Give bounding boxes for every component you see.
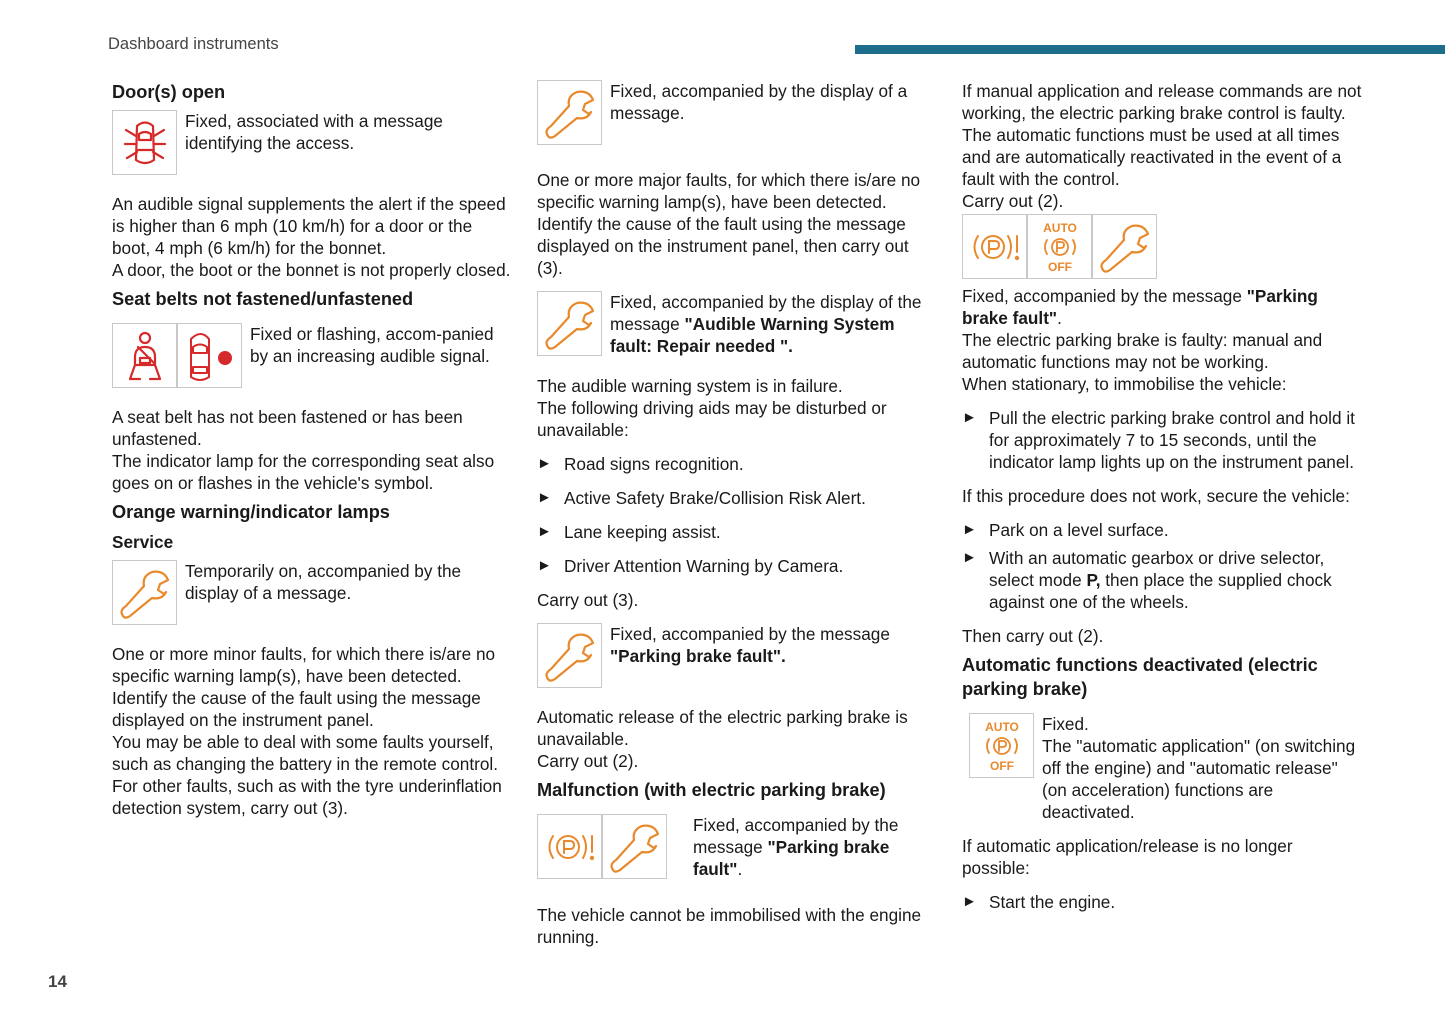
auto-paragraph: If automatic application/release is no longer possible: [962, 836, 1293, 878]
malfunction-icon-row [537, 814, 937, 880]
auto-off-icon [1027, 214, 1092, 279]
malfunction-paragraph: The vehicle cannot be immobilised with the engine running. [537, 905, 922, 947]
audible-text-bold: "Audible Warning System fault: Repair needed ". [610, 314, 895, 356]
auto-icon-text: Fixed. The "automatic application" (on switching off the engine) and "automatic release" (on acceleration) functions are deactivated. [1042, 714, 1356, 822]
audible-icon-row [537, 291, 937, 357]
door-open-icon [112, 110, 177, 175]
pb-fault-text: Fixed, accompanied by the message "Parking brake fault". [962, 286, 1318, 328]
service-wrench-icon [1092, 214, 1157, 279]
doors-paragraph-2: A door, the boot or the bonnet is not properly closed. [112, 260, 511, 280]
secure-paragraph: If this procedure does not work, secure the vehicle: [962, 486, 1350, 506]
header-accent-bar [855, 45, 1445, 54]
bullet-arrow-icon: ► [537, 455, 552, 472]
bullet-arrow-icon: ► [962, 549, 977, 566]
auto-off-icon [969, 713, 1034, 778]
parking-icon-row [537, 623, 937, 688]
doors-icon-text: Fixed, associated with a message identifying the access. [185, 111, 443, 153]
secure-bullet-1: ► Park on a level surface. [962, 520, 1169, 540]
intro-paragraph-2: The automatic functions must be used at all times and are automatically reactivated in the event of a fault with the control. [962, 125, 1342, 189]
service-wrench-icon [537, 291, 602, 356]
intro-paragraph-1: If manual application and release commands are not working, the electric parking brake control is faulty. [962, 81, 1362, 123]
header-title: Dashboard instruments [108, 35, 279, 53]
service-paragraph-2: Identify the cause of the fault using the message displayed on the instrument panel. [112, 688, 481, 730]
page-number: 14 [48, 972, 67, 991]
service-icon-row [112, 560, 512, 625]
secure-bullet-2: ► With an automatic gearbox or drive selector, select mode P, then place the supplied chock against one of the wheels. [962, 548, 1332, 612]
parking-brake-fault-icon [537, 814, 602, 879]
service-paragraph-1: One or more minor faults, for which there is/are no specific warning lamp(s), have been detected. [112, 644, 496, 686]
pb-bullet: ► Pull the electric parking brake control and hold it for approximately 7 to 15 seconds, until the indicator lamp lights up on the instrument panel. [962, 408, 1355, 472]
heading-doors-open: Door(s) open [112, 82, 226, 102]
audible-bullet-2: ► Active Safety Brake/Collision Risk Alert. [537, 488, 866, 508]
audible-text-plain: Fixed, accompanied by the display of the message [610, 292, 922, 334]
audible-icon-text [602, 291, 937, 357]
audible-carry-out: Carry out (3). [537, 590, 639, 610]
major-icon-text: Fixed, accompanied by the display of a message. [610, 81, 908, 123]
service-paragraph-4: For other faults, such as with the tyre underinflation detection system, carry out (3). [112, 776, 502, 818]
bullet-arrow-icon: ► [537, 523, 552, 540]
heading-orange-lamps: Orange warning/indicator lamps [112, 502, 390, 522]
service-wrench-icon [112, 560, 177, 625]
bullet-arrow-icon: ► [962, 409, 977, 426]
service-wrench-icon [537, 623, 602, 688]
parking-text-bold: "Parking brake fault". [610, 646, 786, 666]
audible-bullet-3: ► Lane keeping assist. [537, 522, 721, 542]
service-wrench-icon [537, 80, 602, 145]
pb-paragraph-2: When stationary, to immobilise the vehicle: [962, 374, 1287, 394]
column-1 [112, 80, 512, 819]
seatbelts-icon-row [112, 323, 512, 388]
off-label: OFF [989, 758, 1014, 773]
parking-icon-text [602, 623, 937, 667]
audible-bullet-1: ► Road signs recognition. [537, 454, 744, 474]
major-paragraph-2: Identify the cause of the fault using the message displayed on the instrument panel, then carry out (3). [537, 214, 909, 278]
major-icon-row [537, 80, 937, 145]
parking-paragraph-1: Automatic release of the electric parking brake is unavailable. [537, 707, 908, 749]
parking-text-plain: Fixed, accompanied by the message [610, 624, 890, 644]
service-wrench-icon [602, 814, 667, 879]
seatbelts-paragraph-1: A seat belt has not been fastened or has been unfastened. [112, 407, 463, 449]
bullet-arrow-icon: ► [537, 489, 552, 506]
heading-seat-belts: Seat belts not fastened/unfastened [112, 289, 414, 309]
column-3 [962, 80, 1362, 913]
doors-paragraph-1: An audible signal supplements the alert if the speed is higher than 6 mph (10 km/h) for a door or the boot, 4 mph (6 km/h) for the bonnet. [112, 194, 506, 258]
then-carry-out: Then carry out (2). [962, 626, 1104, 646]
pb-paragraph-1: The electric parking brake is faulty: manual and automatic functions may not be working. [962, 330, 1323, 372]
malfunction-icon-text: Fixed, accompanied by the message "Parking brake fault". [693, 815, 899, 879]
audible-paragraph-2: The following driving aids may be disturbed or unavailable: [537, 398, 887, 440]
parking-brake-fault-icon [962, 214, 1027, 279]
auto-label: AUTO [984, 719, 1019, 734]
car-seat-icon [177, 323, 242, 388]
bullet-arrow-icon: ► [962, 893, 977, 910]
heading-malfunction: Malfunction (with electric parking brake) [537, 780, 886, 800]
service-paragraph-3: You may be able to deal with some faults yourself, such as changing the battery in the remote control. [112, 732, 498, 774]
auto-bullet: ► Start the engine. [962, 892, 1116, 912]
seatbelts-paragraph-2: The indicator lamp for the corresponding seat also goes on or flashes in the vehicle's symbol. [112, 451, 495, 493]
pb-fault-icon-row [962, 214, 1362, 279]
parking-paragraph-2: Carry out (2). [537, 751, 639, 771]
seatbelt-icon [112, 323, 177, 388]
major-paragraph-1: One or more major faults, for which there is/are no specific warning lamp(s), have been detected. [537, 170, 921, 212]
auto-icon-row [962, 713, 1362, 823]
bullet-arrow-icon: ► [537, 557, 552, 574]
intro-paragraph-3: Carry out (2). [962, 191, 1064, 211]
audible-bullet-4: ► Driver Attention Warning by Camera. [537, 556, 844, 576]
seatbelts-icon-text: Fixed or flashing, accom-panied by an increasing audible signal. [250, 324, 494, 366]
bullet-arrow-icon: ► [962, 521, 977, 538]
auto-label: AUTO [1042, 220, 1077, 235]
audible-paragraph-1: The audible warning system is in failure. [537, 376, 843, 396]
heading-auto-functions: Automatic functions deactivated (electric parking brake) [962, 655, 1318, 699]
service-icon-text: Temporarily on, accompanied by the display of a message. [185, 561, 462, 603]
heading-service: Service [112, 532, 174, 552]
doors-icon-row [112, 110, 512, 175]
column-2 [537, 80, 937, 948]
off-label: OFF [1047, 259, 1072, 274]
